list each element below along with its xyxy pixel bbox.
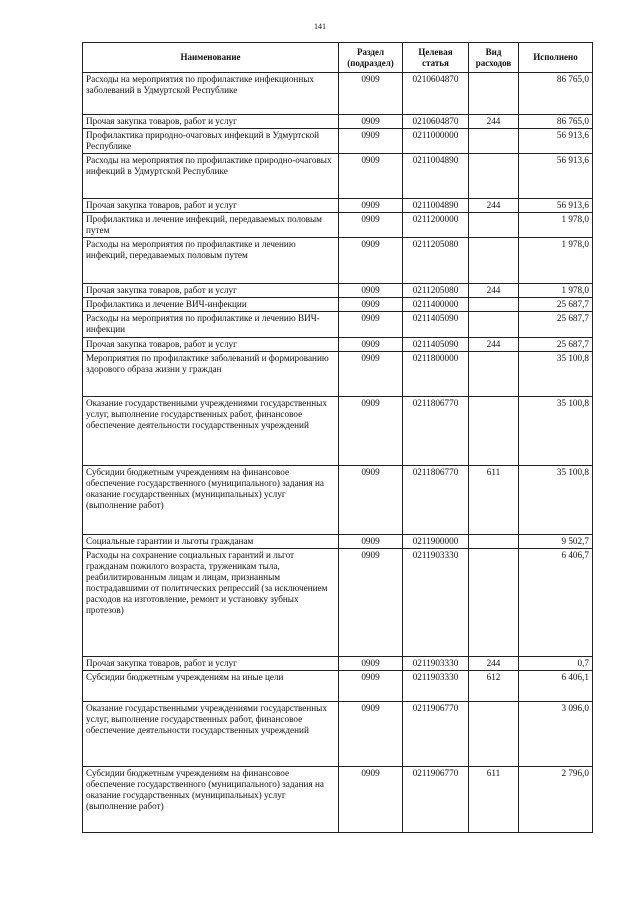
cell-name: Субсидии бюджетным учреждениям на финансовое обеспечение государственного (муниципального) задания на оказание государственных (муниципальных) услуг (выполнение работ)	[83, 767, 339, 833]
cell-article: 0211000000	[403, 129, 469, 154]
cell-amount: 35 100,8	[519, 466, 593, 535]
table-row	[83, 154, 593, 199]
cell-name: Расходы на сохранение социальных гарантий и льгот гражданам пожилого возраста, труженикам тыла, реабилитированным лицам и лицам, признанным пострадавшими от политических репрессий (за исключением расходов на изготовление, ремонт и установку зубных протезов)	[83, 549, 339, 657]
cell-kind	[469, 238, 519, 284]
header-section: Раздел (подраздел)	[339, 43, 403, 73]
cell-amount: 6 406,7	[519, 549, 593, 657]
cell-kind	[469, 298, 519, 312]
cell-section: 0909	[339, 73, 403, 115]
cell-name: Прочая закупка товаров, работ и услуг	[83, 115, 339, 129]
cell-name: Оказание государственными учреждениями государственных услуг, выполнение государственных работ, финансовое обеспечение деятельности государственных учреждений	[83, 397, 339, 466]
cell-kind	[469, 213, 519, 238]
table-row	[83, 73, 593, 115]
cell-section: 0909	[339, 213, 403, 238]
cell-amount: 3 096,0	[519, 702, 593, 767]
table-row	[83, 702, 593, 767]
cell-amount: 1 978,0	[519, 284, 593, 298]
table-row	[83, 213, 593, 238]
cell-name: Прочая закупка товаров, работ и услуг	[83, 284, 339, 298]
cell-name: Расходы на мероприятия по профилактике и лечению ВИЧ-инфекции	[83, 312, 339, 338]
cell-amount: 56 913,6	[519, 199, 593, 213]
cell-section: 0909	[339, 154, 403, 199]
cell-kind	[469, 352, 519, 397]
cell-section: 0909	[339, 312, 403, 338]
cell-amount: 35 100,8	[519, 352, 593, 397]
table-row	[83, 284, 593, 298]
cell-amount: 56 913,6	[519, 129, 593, 154]
cell-section: 0909	[339, 298, 403, 312]
budget-table	[82, 42, 593, 833]
cell-amount: 86 765,0	[519, 115, 593, 129]
table-row	[83, 238, 593, 284]
header-name: Наименование	[83, 43, 339, 73]
cell-amount: 0,7	[519, 657, 593, 671]
cell-section: 0909	[339, 129, 403, 154]
cell-section: 0909	[339, 238, 403, 284]
cell-section: 0909	[339, 466, 403, 535]
cell-article: 0211806770	[403, 466, 469, 535]
cell-article: 0211806770	[403, 397, 469, 466]
page-number: 141	[314, 22, 326, 31]
table-row	[83, 199, 593, 213]
cell-name: Расходы на мероприятия по профилактике природно-очаговых инфекций в Удмуртской Республике	[83, 154, 339, 199]
cell-name: Профилактика природно-очаговых инфекций в Удмуртской Республике	[83, 129, 339, 154]
table-row	[83, 767, 593, 833]
cell-kind: 244	[469, 199, 519, 213]
table-row	[83, 466, 593, 535]
cell-article: 0211405090	[403, 312, 469, 338]
table-row	[83, 535, 593, 549]
cell-section: 0909	[339, 535, 403, 549]
table-body	[83, 73, 593, 833]
cell-name: Субсидии бюджетным учреждениям на финансовое обеспечение государственного (муниципального) задания на оказание государственных (муниципальных) услуг (выполнение работ)	[83, 466, 339, 535]
cell-amount: 25 687,7	[519, 338, 593, 352]
cell-article: 0211900000	[403, 535, 469, 549]
table-row	[83, 352, 593, 397]
cell-section: 0909	[339, 352, 403, 397]
cell-amount: 25 687,7	[519, 312, 593, 338]
cell-section: 0909	[339, 702, 403, 767]
cell-kind	[469, 549, 519, 657]
cell-section: 0909	[339, 657, 403, 671]
cell-article: 0211903330	[403, 671, 469, 702]
cell-kind	[469, 312, 519, 338]
cell-amount: 86 765,0	[519, 73, 593, 115]
table-header-row	[83, 43, 593, 73]
cell-name: Мероприятия по профилактике заболеваний и формированию здорового образа жизни у граждан	[83, 352, 339, 397]
cell-section: 0909	[339, 549, 403, 657]
cell-section: 0909	[339, 284, 403, 298]
cell-section: 0909	[339, 199, 403, 213]
cell-section: 0909	[339, 338, 403, 352]
cell-amount: 9 502,7	[519, 535, 593, 549]
cell-article: 0211800000	[403, 352, 469, 397]
table-row	[83, 129, 593, 154]
cell-name: Оказание государственными учреждениями государственных услуг, выполнение государственных работ, финансовое обеспечение деятельности государственных учреждений	[83, 702, 339, 767]
cell-amount: 1 978,0	[519, 213, 593, 238]
cell-kind: 244	[469, 284, 519, 298]
cell-kind	[469, 397, 519, 466]
cell-kind: 244	[469, 657, 519, 671]
table-row	[83, 115, 593, 129]
cell-article: 0211903330	[403, 549, 469, 657]
table-row	[83, 312, 593, 338]
cell-amount: 35 100,8	[519, 397, 593, 466]
header-article: Целевая статья	[403, 43, 469, 73]
cell-name: Социальные гарантии и льготы гражданам	[83, 535, 339, 549]
cell-name: Субсидии бюджетным учреждениям на иные цели	[83, 671, 339, 702]
cell-kind	[469, 73, 519, 115]
cell-section: 0909	[339, 767, 403, 833]
cell-amount: 2 796,0	[519, 767, 593, 833]
cell-section: 0909	[339, 115, 403, 129]
cell-article: 0210604870	[403, 73, 469, 115]
table-row	[83, 671, 593, 702]
header-kind: Вид расходов	[469, 43, 519, 73]
cell-article: 0211405090	[403, 338, 469, 352]
table-row	[83, 549, 593, 657]
table-row	[83, 338, 593, 352]
cell-article: 0211004890	[403, 154, 469, 199]
table-row	[83, 397, 593, 466]
cell-amount: 1 978,0	[519, 238, 593, 284]
cell-name: Расходы на мероприятия по профилактике и лечению инфекций, передаваемых половым путем	[83, 238, 339, 284]
cell-kind	[469, 154, 519, 199]
cell-article: 0210604870	[403, 115, 469, 129]
cell-article: 0211906770	[403, 702, 469, 767]
cell-article: 0211903330	[403, 657, 469, 671]
cell-article: 0211400000	[403, 298, 469, 312]
cell-section: 0909	[339, 397, 403, 466]
cell-kind	[469, 129, 519, 154]
cell-name: Прочая закупка товаров, работ и услуг	[83, 657, 339, 671]
cell-name: Профилактика и лечение ВИЧ-инфекции	[83, 298, 339, 312]
table-row	[83, 298, 593, 312]
cell-kind	[469, 535, 519, 549]
cell-article: 0211205080	[403, 238, 469, 284]
cell-kind	[469, 702, 519, 767]
cell-kind: 244	[469, 338, 519, 352]
cell-name: Прочая закупка товаров, работ и услуг	[83, 199, 339, 213]
cell-section: 0909	[339, 671, 403, 702]
cell-amount: 6 406,1	[519, 671, 593, 702]
cell-article: 0211004890	[403, 199, 469, 213]
cell-article: 0211200000	[403, 213, 469, 238]
cell-kind: 612	[469, 671, 519, 702]
cell-article: 0211205080	[403, 284, 469, 298]
cell-name: Расходы на мероприятия по профилактике инфекционных заболеваний в Удмуртской Республике	[83, 73, 339, 115]
cell-kind: 611	[469, 767, 519, 833]
cell-kind: 611	[469, 466, 519, 535]
cell-kind: 244	[469, 115, 519, 129]
cell-name: Профилактика и лечение инфекций, передаваемых половым путем	[83, 213, 339, 238]
header-amount: Исполнено	[519, 43, 593, 73]
cell-name: Прочая закупка товаров, работ и услуг	[83, 338, 339, 352]
table-row	[83, 657, 593, 671]
cell-amount: 56 913,6	[519, 154, 593, 199]
cell-amount: 25 687,7	[519, 298, 593, 312]
cell-article: 0211906770	[403, 767, 469, 833]
